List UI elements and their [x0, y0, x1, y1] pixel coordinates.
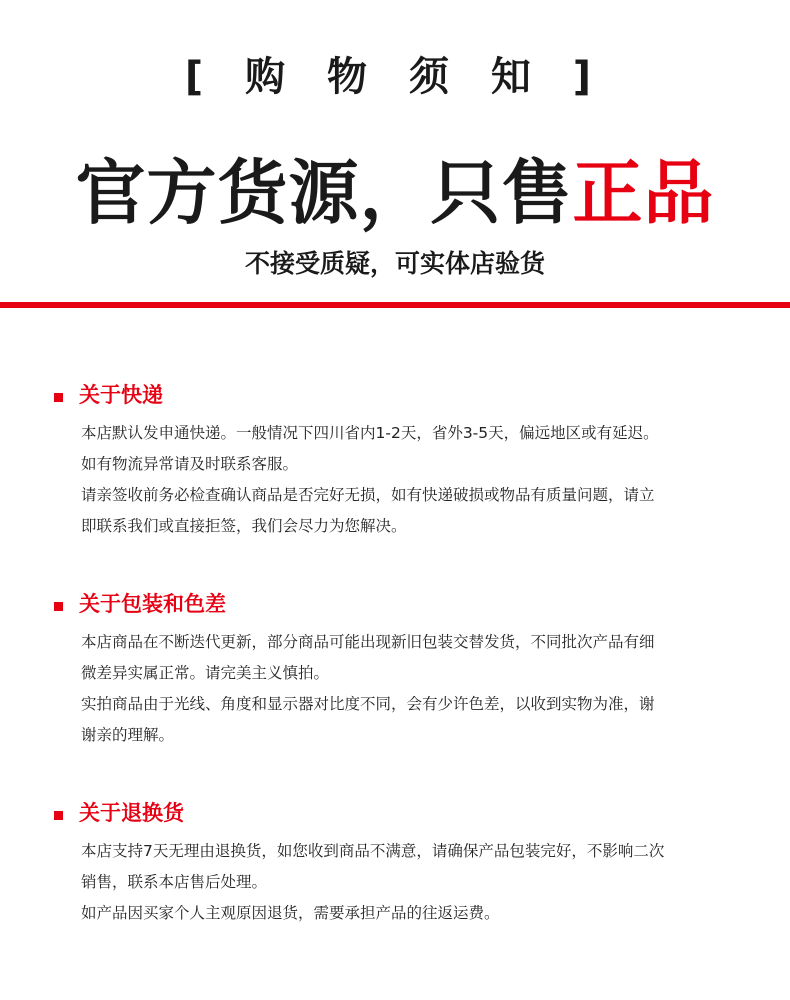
headline	[0, 148, 790, 238]
section-body	[54, 836, 764, 929]
subline: 不接受质疑，可实体店验货	[244, 249, 545, 278]
paragraph: 本店商品在不断迭代更新，部分商品可能出现新旧包装交替发货，不同批次产品有细	[81, 633, 655, 651]
section-title	[54, 796, 764, 830]
section-body	[54, 418, 764, 542]
section-shipping	[54, 378, 764, 542]
square-bullet-icon	[54, 811, 63, 820]
paragraph: 如有物流异常请及时联系客服。	[81, 455, 299, 473]
red-divider	[0, 302, 790, 308]
section-body	[54, 627, 764, 751]
headline-accent: 正品	[572, 152, 715, 234]
paragraph: 请亲签收前务必检查确认商品是否完好无损，如有快递破损或物品有质量问题，请立	[81, 486, 655, 504]
paragraph: 本店支持7天无理由退换货，如您收到商品不满意，请确保产品包装完好，不影响二次	[81, 842, 665, 860]
section-title-text: 关于包装和色差	[79, 592, 226, 616]
paragraph: 即联系我们或直接拒签，我们会尽力为您解决。	[81, 517, 407, 535]
paragraph: 销售，联系本店售后处理。	[81, 873, 268, 891]
paragraph: 谢亲的理解。	[81, 726, 175, 744]
section-returns	[54, 796, 764, 929]
page-title: [ 购 物 须 知 ]	[184, 54, 606, 100]
paragraph: 实拍商品由于光线、角度和显示器对比度不同，会有少许色差，以收到实物为准，谢	[81, 695, 655, 713]
section-packaging	[54, 587, 764, 751]
paragraph: 如产品因买家个人主观原因退货，需要承担产品的往返运费。	[81, 904, 500, 922]
section-title	[54, 587, 764, 621]
paragraph: 本店默认发申通快递。一般情况下四川省内1-2天，省外3-5天，偏远地区或有延迟。	[81, 424, 659, 442]
section-title-text: 关于快递	[79, 383, 163, 407]
square-bullet-icon	[54, 393, 63, 402]
square-bullet-icon	[54, 602, 63, 611]
paragraph: 微差异实属正常。请完美主义慎拍。	[81, 664, 330, 682]
section-title-text: 关于退换货	[79, 801, 184, 825]
headline-main: 官方货源，只售	[75, 152, 573, 234]
section-title	[54, 378, 764, 412]
